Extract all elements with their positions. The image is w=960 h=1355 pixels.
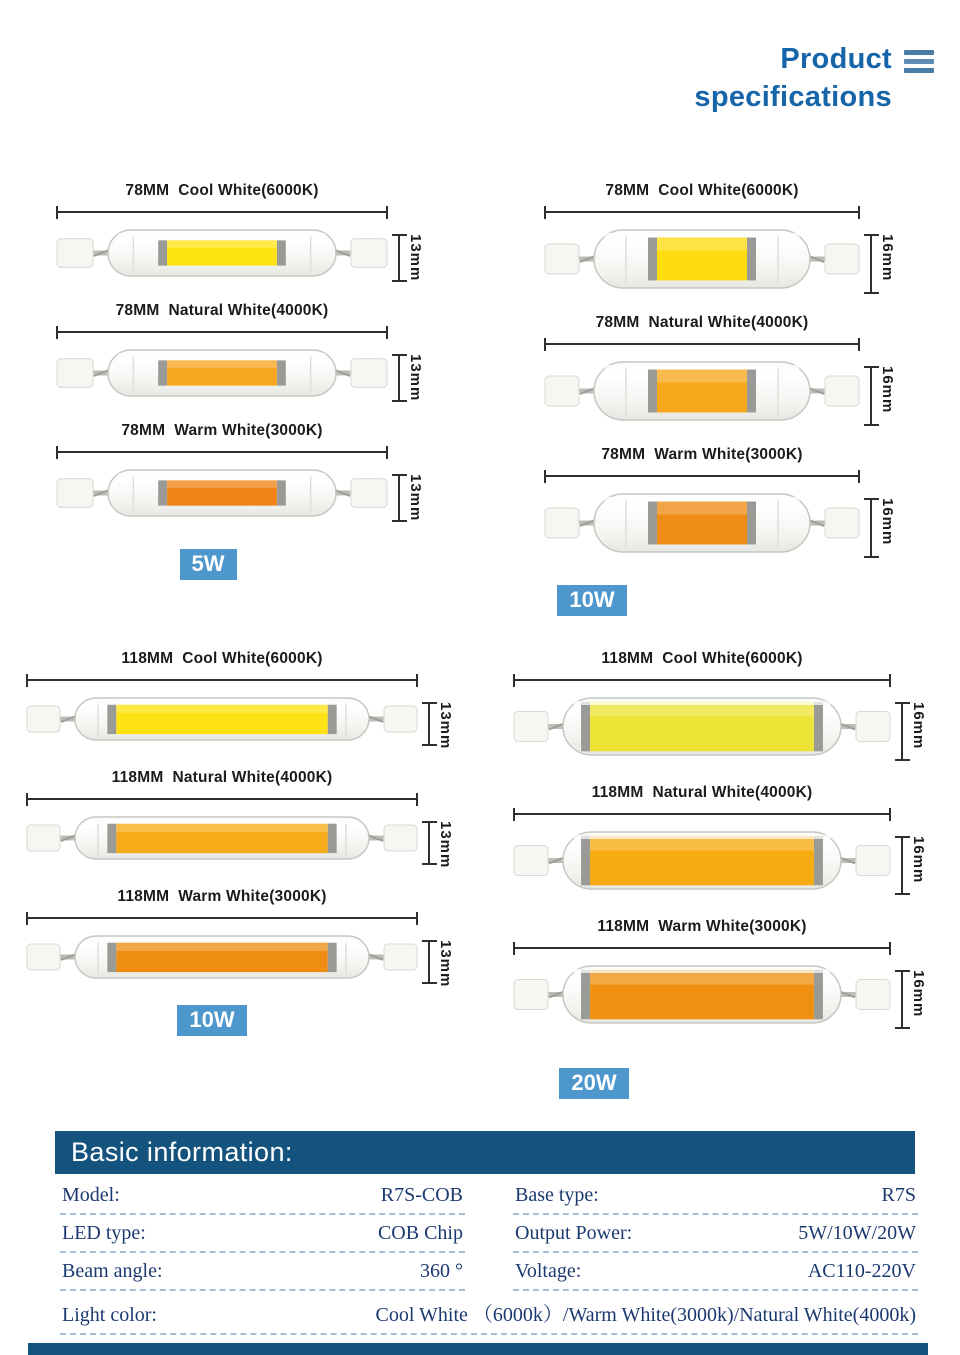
info-value: Cool White （6000k）/Warm White(3000k)/Natural White(4000k) (375, 1304, 916, 1327)
electrode-left (158, 240, 167, 265)
electrode-left (107, 823, 116, 853)
bulb-image (513, 960, 891, 1029)
info-cell (60, 1215, 465, 1253)
diameter-measure (392, 234, 424, 282)
bulb-label: 118MM Cool White(6000K) (601, 650, 803, 668)
ceramic-end-right (825, 508, 859, 538)
diameter-label: 13mm (437, 702, 454, 750)
bulb-figure (56, 422, 424, 527)
bulb-image (544, 224, 860, 294)
bulb-label: 78MM Cool White(6000K) (125, 182, 319, 199)
diameter-measure (895, 970, 927, 1029)
length-measure-line (56, 446, 388, 459)
diameter-label: 16mm (879, 498, 896, 546)
ceramic-end-left (545, 376, 579, 406)
ceramic-end-left (514, 846, 548, 876)
bulb-image (56, 464, 388, 522)
bulb-group-78mm-5w (0, 182, 480, 616)
info-cell (513, 1177, 918, 1215)
ceramic-end-right (825, 376, 859, 406)
bulb-image-slot (513, 692, 891, 766)
bulb-label: 78MM Natural White(4000K) (595, 314, 809, 331)
diameter-measure-line (864, 234, 879, 294)
ceramic-end-left (545, 508, 579, 538)
ceramic-end-left (57, 479, 93, 508)
diameter-measure-line (392, 474, 407, 522)
electrode-right (747, 238, 756, 281)
info-label: Output Power: (515, 1222, 633, 1245)
ceramic-end-right (856, 712, 890, 742)
page-title-line1: Product (780, 43, 892, 75)
info-label: Voltage: (515, 1260, 582, 1283)
electrode-left (158, 360, 167, 385)
bulb-figure (56, 182, 424, 287)
electrode-left (648, 370, 657, 413)
electrode-right (747, 502, 756, 545)
ceramic-end-left (57, 359, 93, 388)
bulb-group-118mm-20w (480, 650, 960, 1099)
diameter-measure (392, 474, 424, 522)
page-title-line2: specifications (694, 81, 892, 114)
wattage-badge-10w-118: 10W (177, 1005, 246, 1036)
info-label: Base type: (515, 1184, 599, 1207)
bulb-list (544, 182, 896, 563)
bulb-label: 78MM Natural White(4000K) (115, 302, 329, 319)
electrode-left (107, 942, 116, 972)
diameter-measure-line (392, 234, 407, 282)
length-measure-line (26, 793, 418, 806)
bulb-figure (544, 182, 896, 299)
ceramic-end-left (57, 239, 93, 268)
electrode-left (648, 502, 657, 545)
ceramic-end-right (351, 479, 387, 508)
ceramic-end-left (545, 244, 579, 274)
diameter-measure-line (392, 354, 407, 402)
page-header (0, 0, 960, 122)
electrode-left (158, 480, 167, 505)
info-row (60, 1291, 918, 1335)
diameter-label: 16mm (910, 702, 927, 750)
bulb-figure (56, 302, 424, 407)
bulb-image-slot (26, 692, 418, 751)
info-label: Beam angle: (62, 1260, 163, 1283)
electrode-right (277, 480, 286, 505)
bulb-image-slot (56, 344, 388, 407)
bulb-label: 78MM Cool White(6000K) (605, 182, 799, 199)
length-measure-line (26, 912, 418, 925)
diameter-label: 13mm (437, 821, 454, 869)
bulb-image (544, 356, 860, 426)
electrode-left (581, 702, 590, 752)
electrode-right (328, 942, 337, 972)
bulb-image-slot (26, 930, 418, 989)
electrode-right (814, 702, 823, 752)
electrode-left (581, 970, 590, 1020)
diameter-measure-line (422, 702, 437, 746)
bulb-label: 78MM Warm White(3000K) (601, 446, 803, 463)
diameter-label: 13mm (407, 354, 424, 402)
bulb-list (26, 650, 454, 989)
bulb-group-78mm-10w (480, 182, 960, 616)
hamburger-menu-icon[interactable] (904, 50, 934, 77)
info-label: LED type: (62, 1222, 146, 1245)
ceramic-end-right (351, 239, 387, 268)
electrode-right (747, 370, 756, 413)
length-measure-line (513, 942, 891, 955)
diameter-measure-line (895, 836, 910, 895)
bulb-figure (26, 888, 454, 989)
bulb-figure (513, 784, 927, 900)
bulb-image (56, 344, 388, 402)
bulb-image (513, 826, 891, 895)
ceramic-end-left (27, 944, 60, 970)
diameter-measure (864, 366, 896, 426)
length-measure-line (513, 808, 891, 821)
info-label: Light color: (62, 1304, 157, 1327)
diameter-measure-line (864, 498, 879, 558)
info-value: R7S-COB (380, 1184, 463, 1207)
electrode-right (814, 970, 823, 1020)
bottom-divider-bar (28, 1343, 928, 1355)
bulb-label: 118MM Natural White(4000K) (591, 784, 813, 802)
bulb-label: 118MM Warm White(3000K) (597, 918, 807, 936)
info-value: COB Chip (377, 1222, 463, 1245)
bulb-figure (544, 446, 896, 563)
page-title (694, 40, 892, 117)
info-value: R7S (881, 1184, 916, 1207)
diameter-measure-line (864, 366, 879, 426)
diameter-measure (864, 234, 896, 294)
ceramic-end-right (856, 980, 890, 1010)
bulb-image-slot (544, 488, 860, 563)
electrode-right (328, 704, 337, 734)
diameter-measure (895, 702, 927, 761)
bulb-image (544, 488, 860, 558)
diameter-label: 13mm (407, 234, 424, 282)
ceramic-end-left (27, 706, 60, 732)
length-measure-line (544, 206, 860, 219)
info-cell (60, 1253, 465, 1291)
bulb-figure (544, 314, 896, 431)
bulb-image-slot (544, 224, 860, 299)
length-measure-line (56, 206, 388, 219)
bulb-image-slot (513, 960, 891, 1034)
info-row (60, 1215, 918, 1253)
bulb-figure (26, 650, 454, 751)
bulb-image (26, 692, 418, 746)
bulb-image (513, 692, 891, 761)
bulb-image-slot (56, 464, 388, 527)
ceramic-end-right (384, 706, 417, 732)
electrode-left (107, 704, 116, 734)
bulb-image-slot (513, 826, 891, 900)
electrode-right (814, 836, 823, 886)
electrode-right (328, 823, 337, 853)
bulb-image-slot (544, 356, 860, 431)
diameter-measure (392, 354, 424, 402)
length-measure-line (513, 674, 891, 687)
ceramic-end-left (514, 712, 548, 742)
bulb-label: 78MM Warm White(3000K) (121, 422, 323, 439)
diameter-label: 16mm (910, 836, 927, 884)
length-measure-line (56, 326, 388, 339)
wattage-badge-20w: 20W (559, 1068, 628, 1099)
wattage-badge-10w: 10W (557, 585, 626, 616)
bulb-group-118mm-10w (0, 650, 480, 1099)
ceramic-end-left (514, 980, 548, 1010)
bulb-figure (513, 918, 927, 1034)
ceramic-end-right (825, 244, 859, 274)
basic-info-section (0, 1131, 960, 1355)
info-value: 5W/10W/20W (798, 1222, 916, 1245)
bulb-image-slot (26, 811, 418, 870)
bulb-figure (513, 650, 927, 766)
electrode-right (277, 360, 286, 385)
bulb-list (56, 182, 424, 527)
info-label: Model: (62, 1184, 120, 1207)
bulb-label: 118MM Warm White(3000K) (117, 888, 327, 906)
length-measure-line (544, 338, 860, 351)
diameter-label: 16mm (879, 234, 896, 282)
bulb-image (26, 811, 418, 865)
diameter-label: 13mm (407, 474, 424, 522)
diameter-label: 16mm (910, 970, 927, 1018)
info-cell (513, 1253, 918, 1291)
info-value: 360 ° (420, 1260, 463, 1283)
info-cell (513, 1215, 918, 1253)
info-row (60, 1177, 918, 1215)
bulb-image (26, 930, 418, 984)
info-cell (60, 1291, 918, 1335)
diameter-label: 13mm (437, 940, 454, 988)
bulb-figure (26, 769, 454, 870)
diameter-measure-line (895, 702, 910, 761)
bulb-image-slot (56, 224, 388, 287)
diameter-label: 16mm (879, 366, 896, 414)
diameter-measure (864, 498, 896, 558)
ceramic-end-left (27, 825, 60, 851)
electrode-right (277, 240, 286, 265)
basic-info-table (60, 1177, 918, 1335)
diameter-measure (422, 940, 454, 988)
diameter-measure (422, 702, 454, 750)
diameter-measure-line (895, 970, 910, 1029)
bulb-list (513, 650, 927, 1034)
electrode-left (648, 238, 657, 281)
bulb-label: 118MM Natural White(4000K) (111, 769, 333, 787)
basic-info-heading: Basic information: (55, 1131, 915, 1174)
bulb-section-118mm (0, 650, 960, 1099)
diameter-measure (895, 836, 927, 895)
info-value: AC110-220V (807, 1260, 916, 1283)
ceramic-end-right (351, 359, 387, 388)
ceramic-end-right (384, 825, 417, 851)
info-cell (60, 1177, 465, 1215)
bulb-section-78mm (0, 182, 960, 616)
ceramic-end-right (384, 944, 417, 970)
diameter-measure-line (422, 940, 437, 984)
length-measure-line (26, 674, 418, 687)
electrode-left (581, 836, 590, 886)
info-row (60, 1253, 918, 1291)
diameter-measure-line (422, 821, 437, 865)
ceramic-end-right (856, 846, 890, 876)
bulb-label: 118MM Cool White(6000K) (121, 650, 323, 668)
diameter-measure (422, 821, 454, 869)
bulb-image (56, 224, 388, 282)
wattage-badge-5w: 5W (180, 549, 237, 580)
length-measure-line (544, 470, 860, 483)
